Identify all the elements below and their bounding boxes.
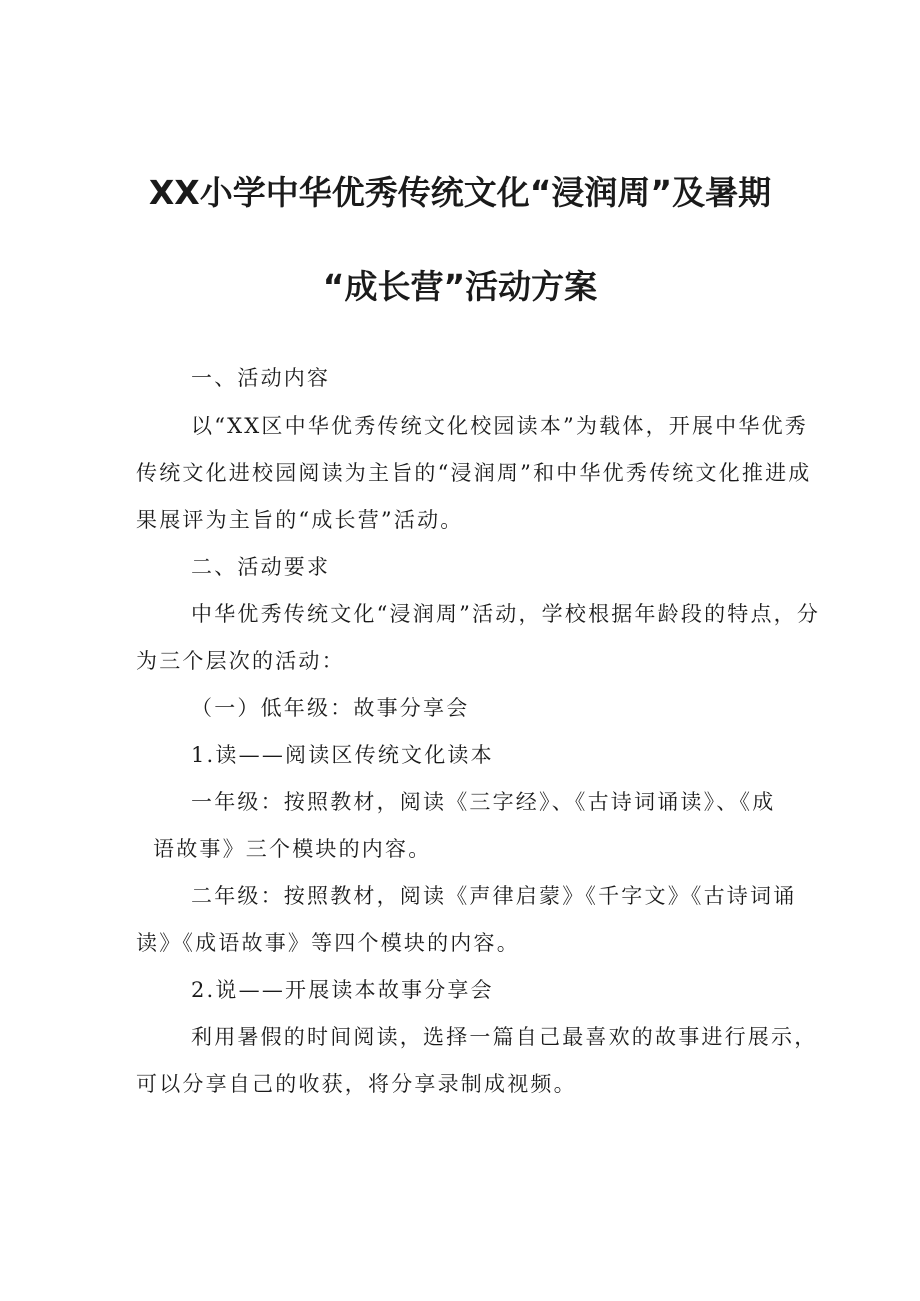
item-2-paragraph-line-1: 利用暑假的时间阅读，选择一篇自己最喜欢的故事进行展示， <box>191 1025 818 1049</box>
subsection-1-heading: （一）低年级：故事分享会 <box>191 696 470 720</box>
section-2-heading: 二、活动要求 <box>191 555 331 579</box>
grade-1-line-2: 语故事》三个模块的内容。 <box>153 837 432 861</box>
section-1-paragraph-line-2: 传统文化进校园阅读为主旨的“浸润周”和中华优秀传统文化推进成 <box>136 461 812 485</box>
grade-1-line-1: 一年级：按照教材，阅读《三字经》、《古诗词诵读》、《成 <box>191 790 776 814</box>
grade-2-line-1: 二年级：按照教材，阅读《声律启蒙》《千字文》《古诗词诵 <box>191 884 797 908</box>
section-2-paragraph-line-2: 为三个层次的活动： <box>136 649 345 673</box>
item-1-heading: 1.读——阅读区传统文化读本 <box>191 743 494 767</box>
section-1-paragraph-line-3: 果展评为主旨的“成长营”活动。 <box>136 508 464 532</box>
document-title-line-2: “成长营”活动方案 <box>322 267 598 306</box>
grade-2-line-2: 读》《成语故事》等四个模块的内容。 <box>136 931 520 955</box>
section-1-heading: 一、活动内容 <box>191 366 331 390</box>
document-title-line-1: XX小学中华优秀传统文化“浸润周”及暑期 <box>148 173 772 212</box>
item-2-heading: 2.说——开展读本故事分享会 <box>191 978 494 1002</box>
section-1-paragraph-line-1: 以“XX区中华优秀传统文化校园读本”为载体，开展中华优秀 <box>191 414 808 438</box>
section-2-paragraph-line-1: 中华优秀传统文化“浸润周”活动，学校根据年龄段的特点，分 <box>191 602 821 626</box>
item-2-paragraph-line-2: 可以分享自己的收获，将分享录制成视频。 <box>136 1072 577 1096</box>
